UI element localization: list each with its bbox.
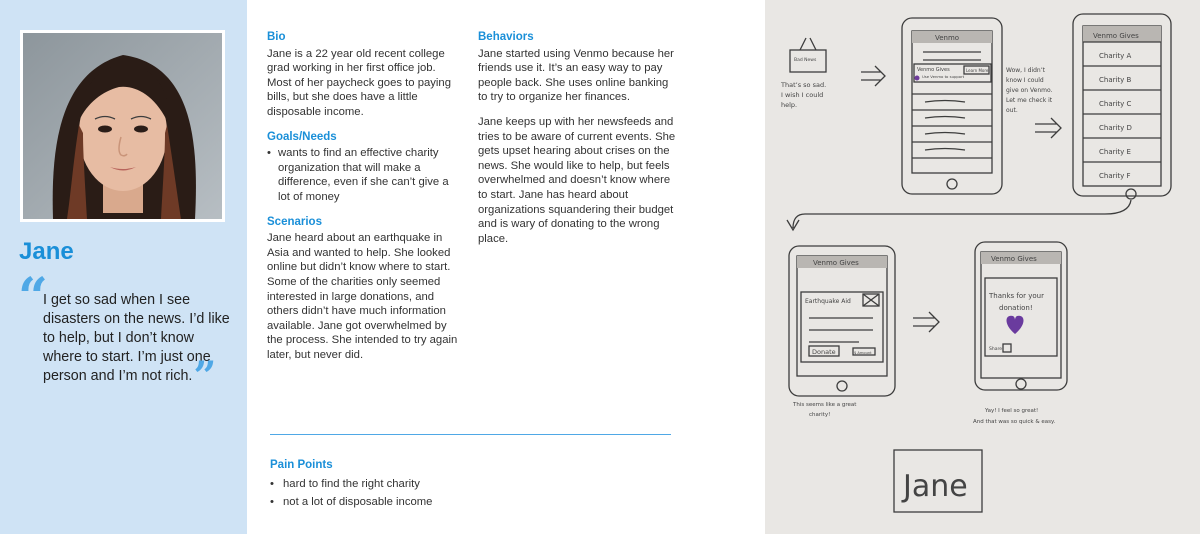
pain-points-section — [270, 456, 670, 511]
sketch-label: Jane — [903, 469, 968, 504]
persona-sidebar — [0, 0, 247, 534]
phone-sketch-1 — [902, 18, 1002, 194]
note-charity-line-1: This seems like a great — [793, 402, 857, 408]
phone-sketch-2 — [1073, 14, 1171, 199]
arrow-3 — [913, 312, 939, 332]
note-sad-line-1: That’s so sad. — [781, 81, 827, 89]
tv-sketch — [790, 38, 826, 72]
connector-arrow — [787, 200, 1131, 230]
goals-item: • wants to find an effective charity organization that will make a difference, even if she can’t give a lot of money — [267, 146, 462, 204]
storyboard-drawing — [765, 0, 1200, 534]
screen1-button: Learn More — [966, 68, 989, 73]
note-venmo-line-4: Let me check it — [1006, 97, 1053, 104]
screen4-header: Venmo Gives — [991, 255, 1037, 263]
arrow-1 — [861, 66, 885, 86]
storyboard-sketch — [765, 0, 1200, 534]
screen1-banner-sub: Use Venmo to support — [922, 74, 965, 79]
persona-quote — [43, 291, 233, 400]
screen1-header: Venmo — [935, 34, 960, 42]
close-quote-mark: ” — [193, 353, 217, 400]
note-great-line-2: And that was so quick & easy. — [973, 419, 1056, 425]
behaviors-heading: Behaviors — [478, 31, 534, 43]
screen1-banner: Venmo Gives — [917, 67, 950, 73]
persona-portrait — [23, 33, 222, 219]
screen4-thanks-line-2: donation! — [999, 304, 1033, 312]
heart-icon — [1007, 316, 1024, 334]
charity-item-4: Charity D — [1099, 124, 1132, 132]
persona-photo — [20, 30, 225, 222]
charity-item-5: Charity E — [1099, 148, 1131, 156]
scenarios-text: Jane heard about an earthquake in Asia and wanted to help. She looked online but didn’t know where to start. Some of the charities only seemed interested in large donations, and others didn’t have much information available. Jane got overwhelmed by the process. She intended to try again later, but never did. — [267, 232, 458, 361]
persona-details-column-2 — [478, 30, 678, 256]
bio-text: Jane is a 22 year old recent college grad working in her first office job. Most of her paycheck goes to paying bills, but she does have a little disposable income. — [267, 47, 451, 118]
jane-label-sketch — [894, 450, 982, 512]
tv-label: Bad News — [794, 58, 817, 63]
note-venmo-line-5: out. — [1006, 107, 1018, 114]
goals-heading: Goals/Needs — [267, 130, 337, 143]
note-venmo-line-3: give on Venmo. — [1006, 87, 1053, 94]
note-charity-line-2: charity! — [809, 412, 831, 418]
screen3-title: Earthquake Aid — [805, 298, 851, 305]
note-great-line-1: Yay! I feel so great! — [985, 408, 1039, 414]
pain-points-heading: Pain Points — [270, 459, 333, 471]
note-venmo-line-2: know I could — [1006, 77, 1044, 84]
persona-quote-text: I get so sad when I see disasters on the news. I’d like to help, but I don’t know where to start. I’m just one person and I’m not rich. — [43, 292, 230, 384]
section-divider — [270, 434, 671, 435]
screen3-amount: $ Amount — [854, 351, 872, 355]
note-great — [973, 408, 1055, 425]
note-charity — [792, 402, 857, 418]
screen4-thanks-line-1: Thanks for your — [989, 292, 1044, 300]
behaviors-text-1: Jane started using Venmo because her friends use it. It’s an easy way to pay people back. She uses online banking to try to organize her finances. — [478, 47, 674, 104]
screen4-share: Share — [989, 347, 1002, 352]
charity-item-1: Charity A — [1099, 52, 1132, 60]
phone-sketch-3 — [789, 246, 895, 396]
screen3-donate: Donate — [812, 348, 836, 356]
scenarios-heading: Scenarios — [267, 215, 322, 228]
persona-name: Jane — [19, 238, 74, 265]
persona-details-column-1 — [267, 30, 462, 372]
charity-item-6: Charity F — [1099, 172, 1131, 180]
behaviors-text-2: Jane keeps up with her newsfeeds and tries to be aware of current events. She gets upset hearing about crises on the news. She would like to help, but feels overwhelmed and doesn’t know where to start. Jane has heard about organizations squandering their budget and is wary of donating to the wrong place. — [478, 115, 676, 245]
goals-list — [267, 146, 462, 204]
phone-sketch-4 — [975, 242, 1067, 390]
bio-heading: Bio — [267, 31, 286, 43]
screen2-header: Venmo Gives — [1093, 32, 1139, 40]
charity-item-2: Charity B — [1099, 76, 1132, 84]
charity-item-3: Charity C — [1099, 100, 1132, 108]
note-venmo — [1006, 67, 1053, 114]
pain-points-list — [270, 475, 670, 511]
open-quote-mark: “ — [18, 267, 48, 328]
pain-point-item: • hard to find the right charity — [270, 475, 670, 493]
pain-point-item: • not a lot of disposable income — [270, 493, 670, 511]
arrow-2 — [1035, 118, 1061, 138]
note-sad — [780, 81, 826, 109]
note-venmo-line-1: Wow, I didn’t — [1006, 67, 1045, 74]
note-sad-line-3: help. — [781, 101, 798, 109]
screen3-header: Venmo Gives — [813, 259, 859, 267]
note-sad-line-2: I wish I could — [781, 91, 824, 99]
